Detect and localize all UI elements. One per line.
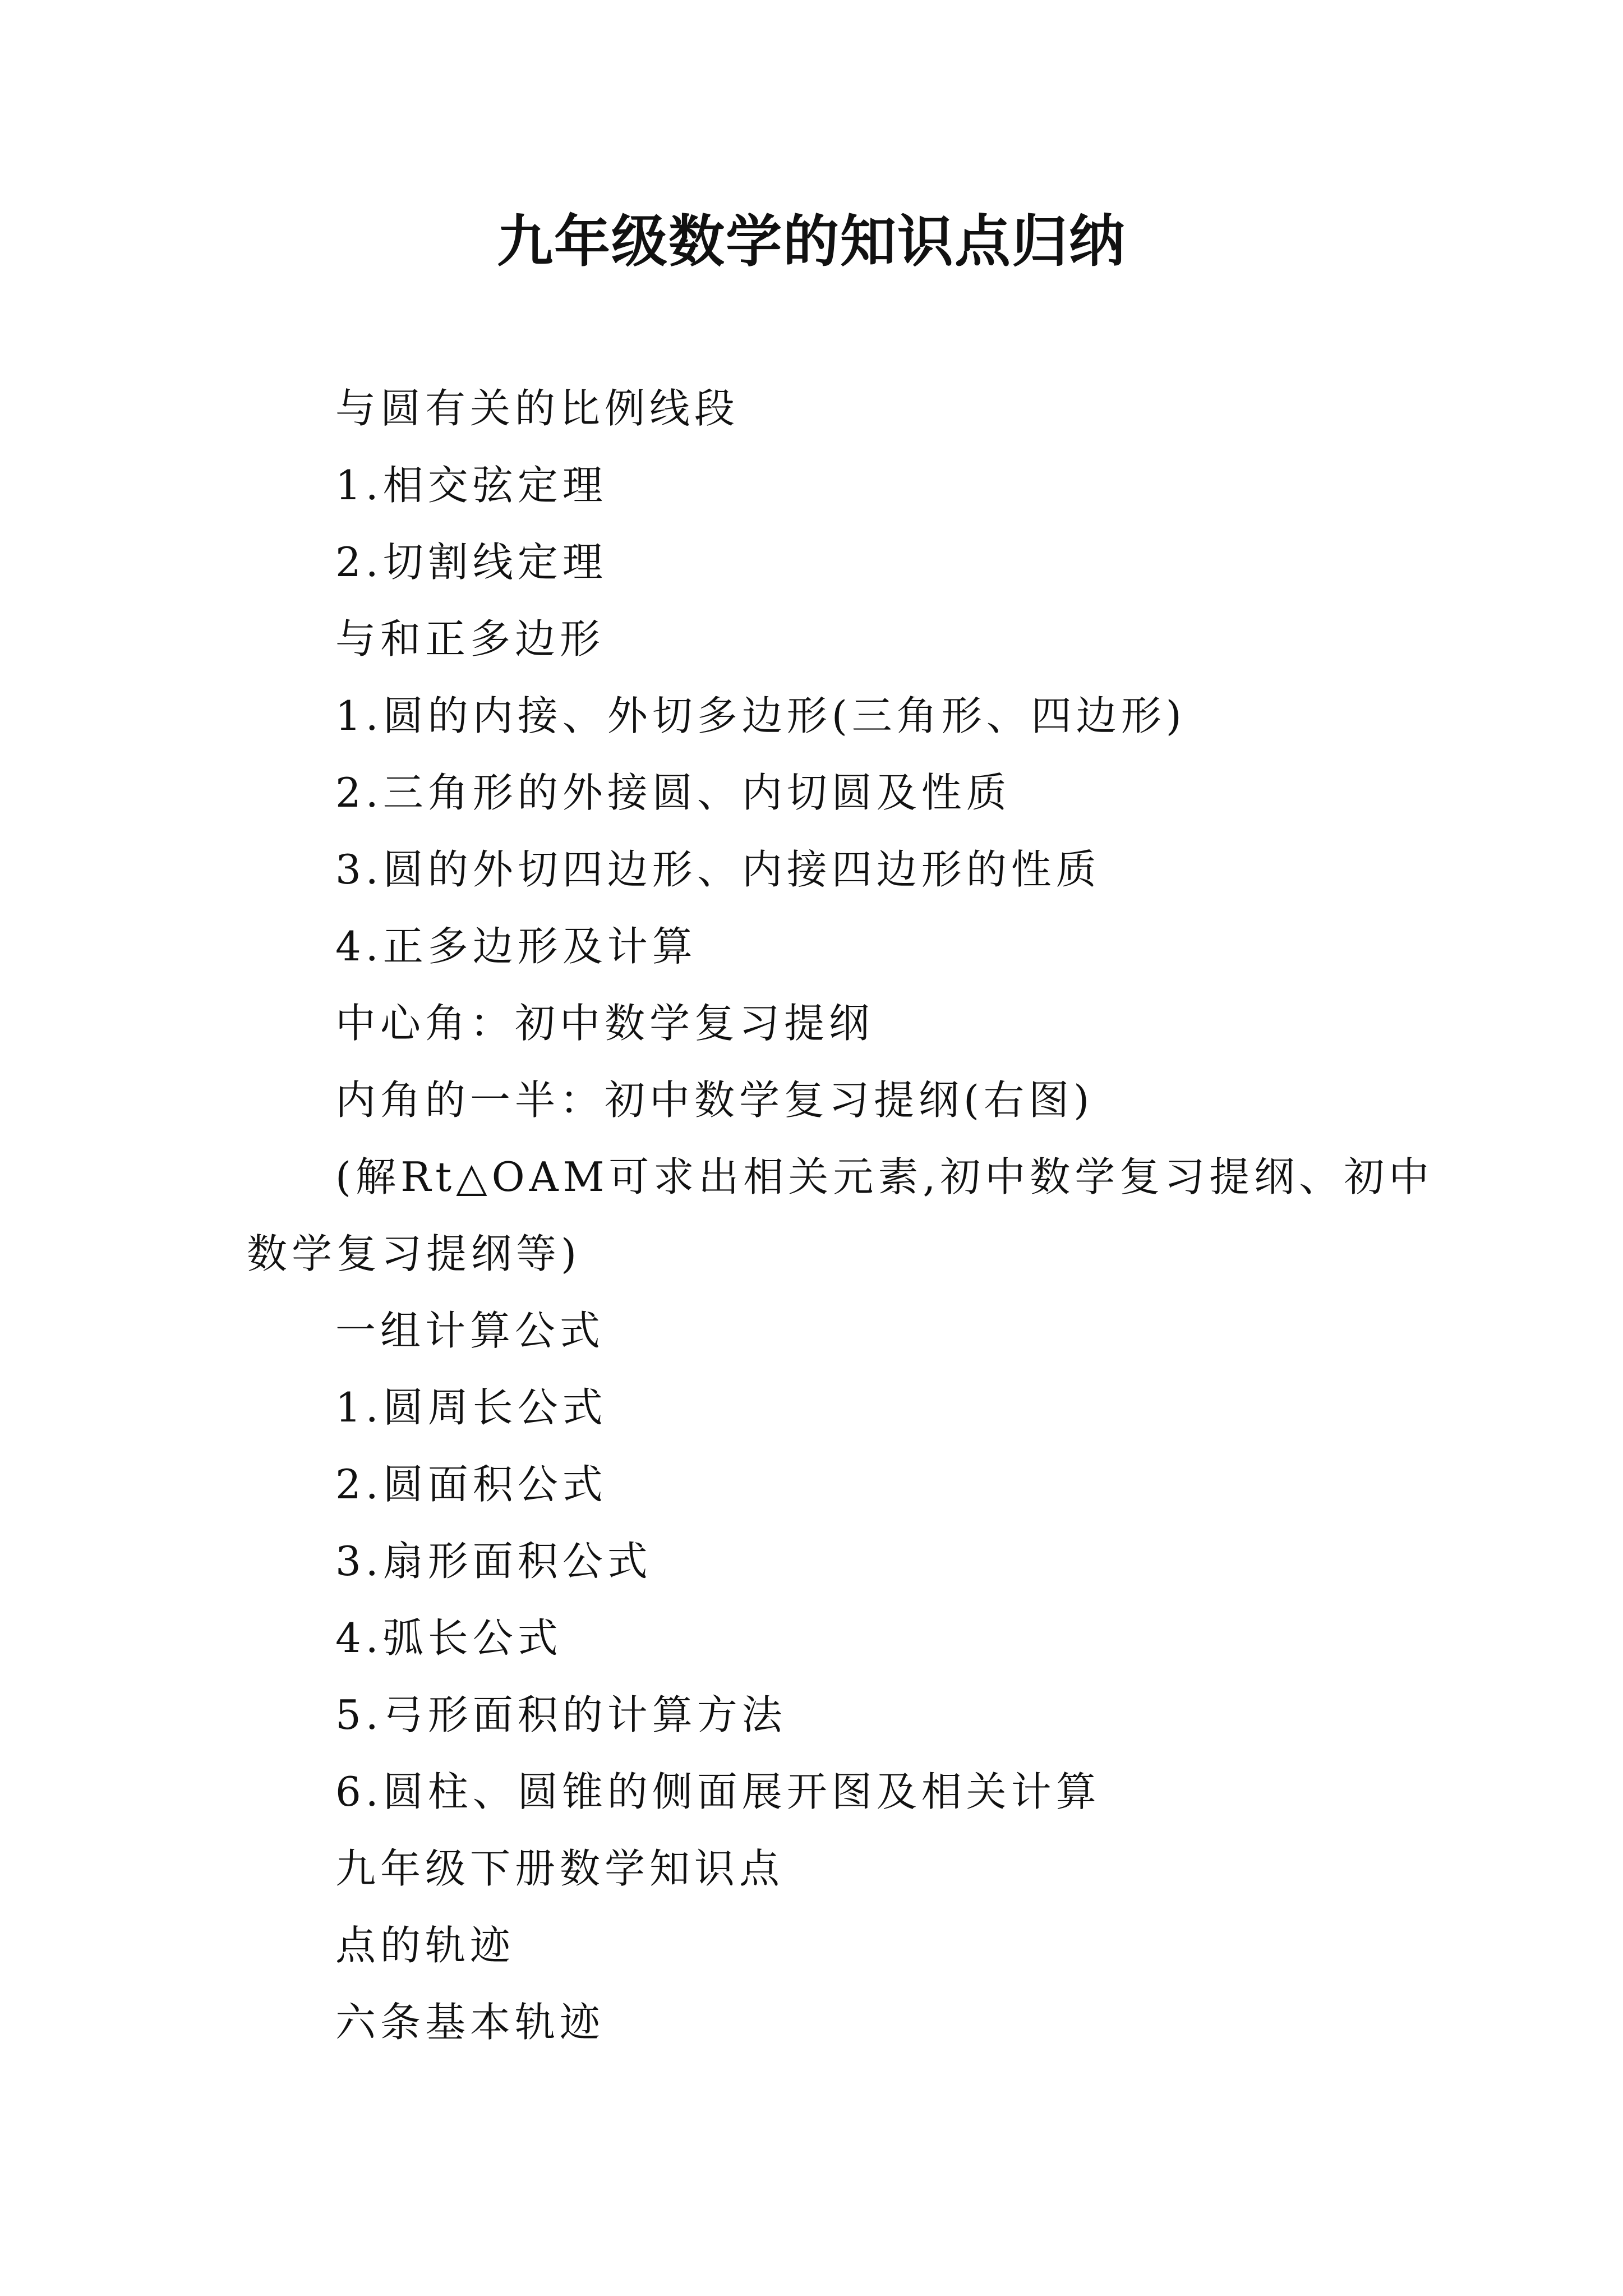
text-line: 3.扇形面积公式 [335, 1538, 652, 1585]
text-line: 1.圆的内接、外切多边形(三角形、四边形) [335, 692, 1186, 739]
text-line: 3.圆的外切四边形、内接四边形的性质 [335, 846, 1101, 893]
text-line-continuation: 数学复习提纲等) [247, 1230, 582, 1277]
text-line: 2.圆面积公式 [335, 1461, 607, 1508]
text-line: 2.切割线定理 [335, 539, 607, 586]
document-body [247, 370, 1434, 2061]
text-line: 2.三角形的外接圆、内切圆及性质 [335, 769, 1011, 816]
text-line: 4.正多边形及计算 [335, 923, 697, 970]
text-line: 内角的一半：初中数学复习提纲(右图) [335, 1076, 1094, 1124]
document-title: 九年级数学的知识点归纳 [497, 208, 1126, 274]
text-line: 中心角：初中数学复习提纲 [335, 1000, 874, 1047]
text-line: 6.圆柱、圆锥的侧面展开图及相关计算 [335, 1768, 1101, 1815]
text-line: 与圆有关的比例线段 [335, 385, 740, 432]
text-line: 点的轨迹 [335, 1922, 515, 1969]
text-line: 4.弧长公式 [335, 1614, 562, 1662]
text-line: 六条基本轨迹 [335, 1999, 605, 2046]
text-line: (解Rt△OAM可求出相关元素,初中数学复习提纲、初中 [335, 1153, 1434, 1200]
text-line: 与和正多边形 [335, 615, 605, 662]
text-line: 1.相交弦定理 [335, 462, 607, 509]
text-line: 一组计算公式 [335, 1307, 605, 1354]
text-line: 九年级下册数学知识点 [335, 1845, 785, 1892]
text-line: 1.圆周长公式 [335, 1384, 607, 1431]
text-line: 5.弓形面积的计算方法 [335, 1691, 787, 1738]
